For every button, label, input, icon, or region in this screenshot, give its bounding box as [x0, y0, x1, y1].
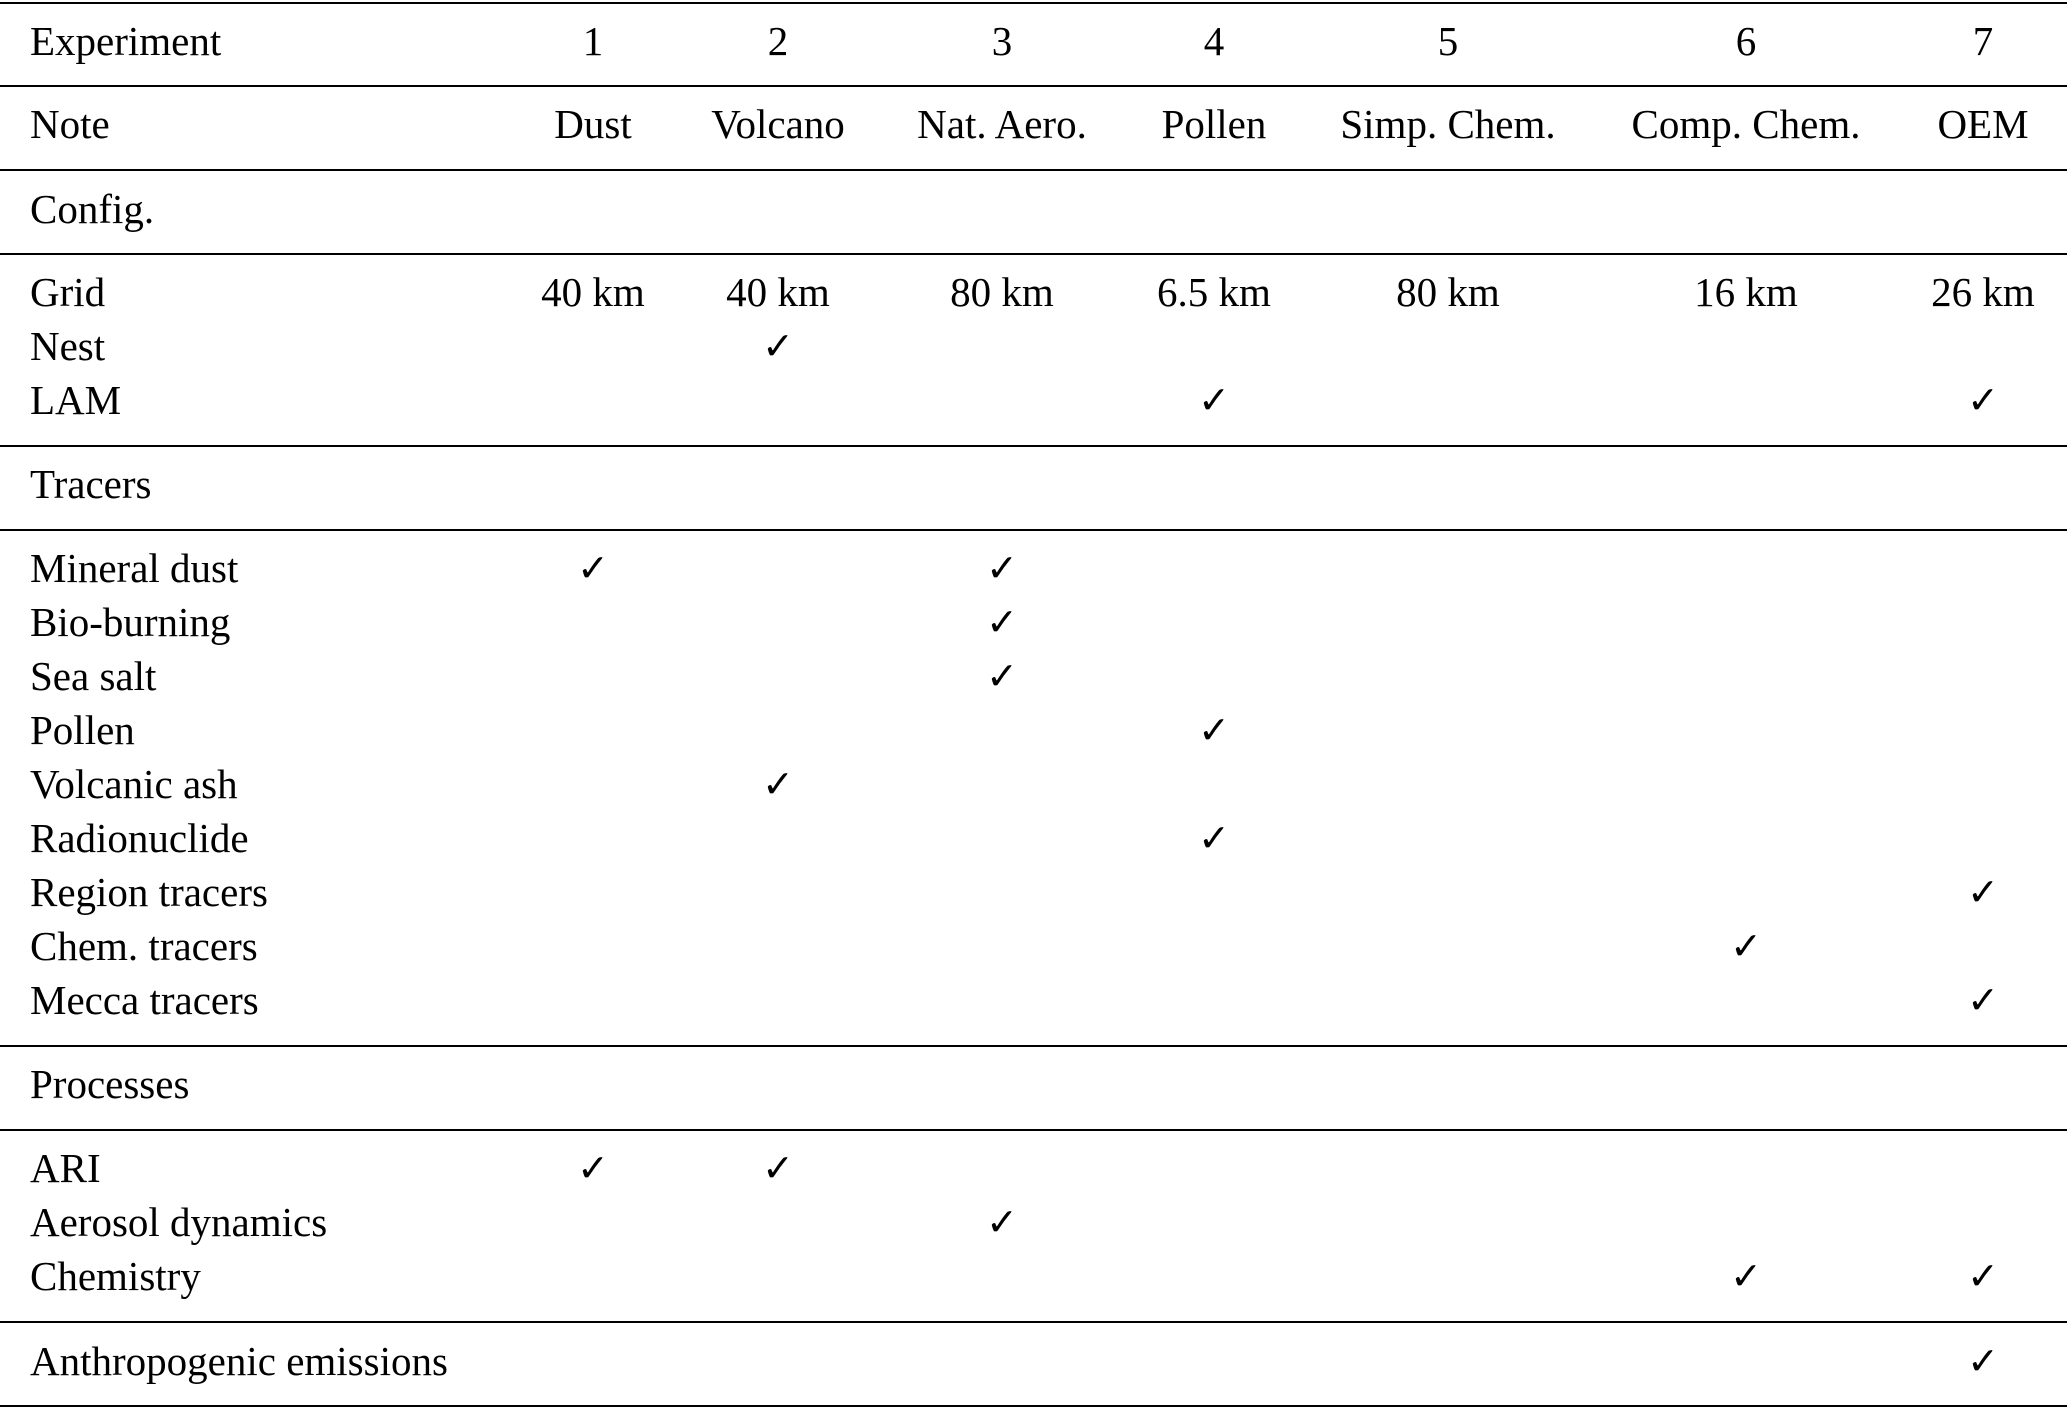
note-column-label: Comp. Chem.	[1631, 101, 1861, 147]
grid-value: 16 km	[1694, 269, 1798, 315]
checkmark-icon: ✓	[986, 1200, 1018, 1244]
checkmark-icon: ✓	[762, 762, 794, 806]
checkmark-icon: ✓	[1730, 924, 1762, 968]
checkmark-icon: ✓	[986, 600, 1018, 644]
row-label: Volcanic ash	[30, 761, 238, 807]
checkmark-icon: ✓	[1967, 1254, 1999, 1298]
row-label: Aerosol dynamics	[30, 1199, 328, 1245]
checkmark-icon: ✓	[1198, 816, 1230, 860]
checkmark-icon: ✓	[1730, 1254, 1762, 1298]
grid-value: 26 km	[1931, 269, 2035, 315]
grid-value: 40 km	[541, 269, 645, 315]
row-label: Nest	[30, 323, 106, 369]
note-label: Note	[30, 101, 110, 147]
table-rule	[0, 2, 2067, 4]
checkmark-icon: ✓	[1967, 1339, 1999, 1383]
header-column-number: 3	[991, 18, 1013, 64]
checkmark-icon: ✓	[1967, 378, 1999, 422]
row-label: Radionuclide	[30, 815, 249, 861]
table-rule	[0, 529, 2067, 531]
row-label: Mecca tracers	[30, 977, 259, 1023]
row-label: Grid	[30, 269, 106, 315]
checkmark-icon: ✓	[577, 546, 609, 590]
row-label: Chemistry	[30, 1253, 201, 1299]
row-label: Sea salt	[30, 653, 157, 699]
header-column-number: 5	[1437, 18, 1459, 64]
row-label: Chem. tracers	[30, 923, 258, 969]
table-rule	[0, 1129, 2067, 1131]
header-column-number: 6	[1735, 18, 1757, 64]
header-column-number: 4	[1203, 18, 1225, 64]
header-column-number: 2	[767, 18, 789, 64]
checkmark-icon: ✓	[1198, 378, 1230, 422]
table-rule	[0, 253, 2067, 255]
note-column-label: Dust	[554, 101, 632, 147]
section-title: Anthropogenic emissions	[30, 1338, 448, 1384]
header-label: Experiment	[30, 18, 222, 64]
table-rule	[0, 1321, 2067, 1323]
checkmark-icon: ✓	[1198, 708, 1230, 752]
table-rule	[0, 169, 2067, 171]
section-title: Config.	[30, 186, 155, 232]
row-label: LAM	[30, 377, 122, 423]
row-label: Pollen	[30, 707, 135, 753]
header-column-number: 1	[582, 18, 604, 64]
section-title: Tracers	[30, 461, 152, 507]
row-label: Mineral dust	[30, 545, 239, 591]
note-column-label: Simp. Chem.	[1340, 101, 1556, 147]
grid-value: 40 km	[726, 269, 830, 315]
note-column-label: Nat. Aero.	[917, 101, 1087, 147]
note-column-label: OEM	[1937, 101, 2029, 147]
section-title: Processes	[30, 1061, 190, 1107]
table-rule	[0, 85, 2067, 87]
note-column-label: Pollen	[1161, 101, 1267, 147]
table-rule	[0, 445, 2067, 447]
checkmark-icon: ✓	[1967, 870, 1999, 914]
grid-value: 80 km	[950, 269, 1054, 315]
row-label: Bio-burning	[30, 599, 231, 645]
note-column-label: Volcano	[711, 101, 845, 147]
grid-value: 80 km	[1396, 269, 1500, 315]
checkmark-icon: ✓	[986, 546, 1018, 590]
row-label: Region tracers	[30, 869, 268, 915]
grid-value: 6.5 km	[1157, 269, 1271, 315]
checkmark-icon: ✓	[986, 654, 1018, 698]
checkmark-icon: ✓	[1967, 978, 1999, 1022]
checkmark-icon: ✓	[762, 1146, 794, 1190]
table-rule	[0, 1045, 2067, 1047]
header-column-number: 7	[1972, 18, 1994, 64]
checkmark-icon: ✓	[577, 1146, 609, 1190]
row-label: ARI	[30, 1145, 101, 1191]
checkmark-icon: ✓	[762, 324, 794, 368]
